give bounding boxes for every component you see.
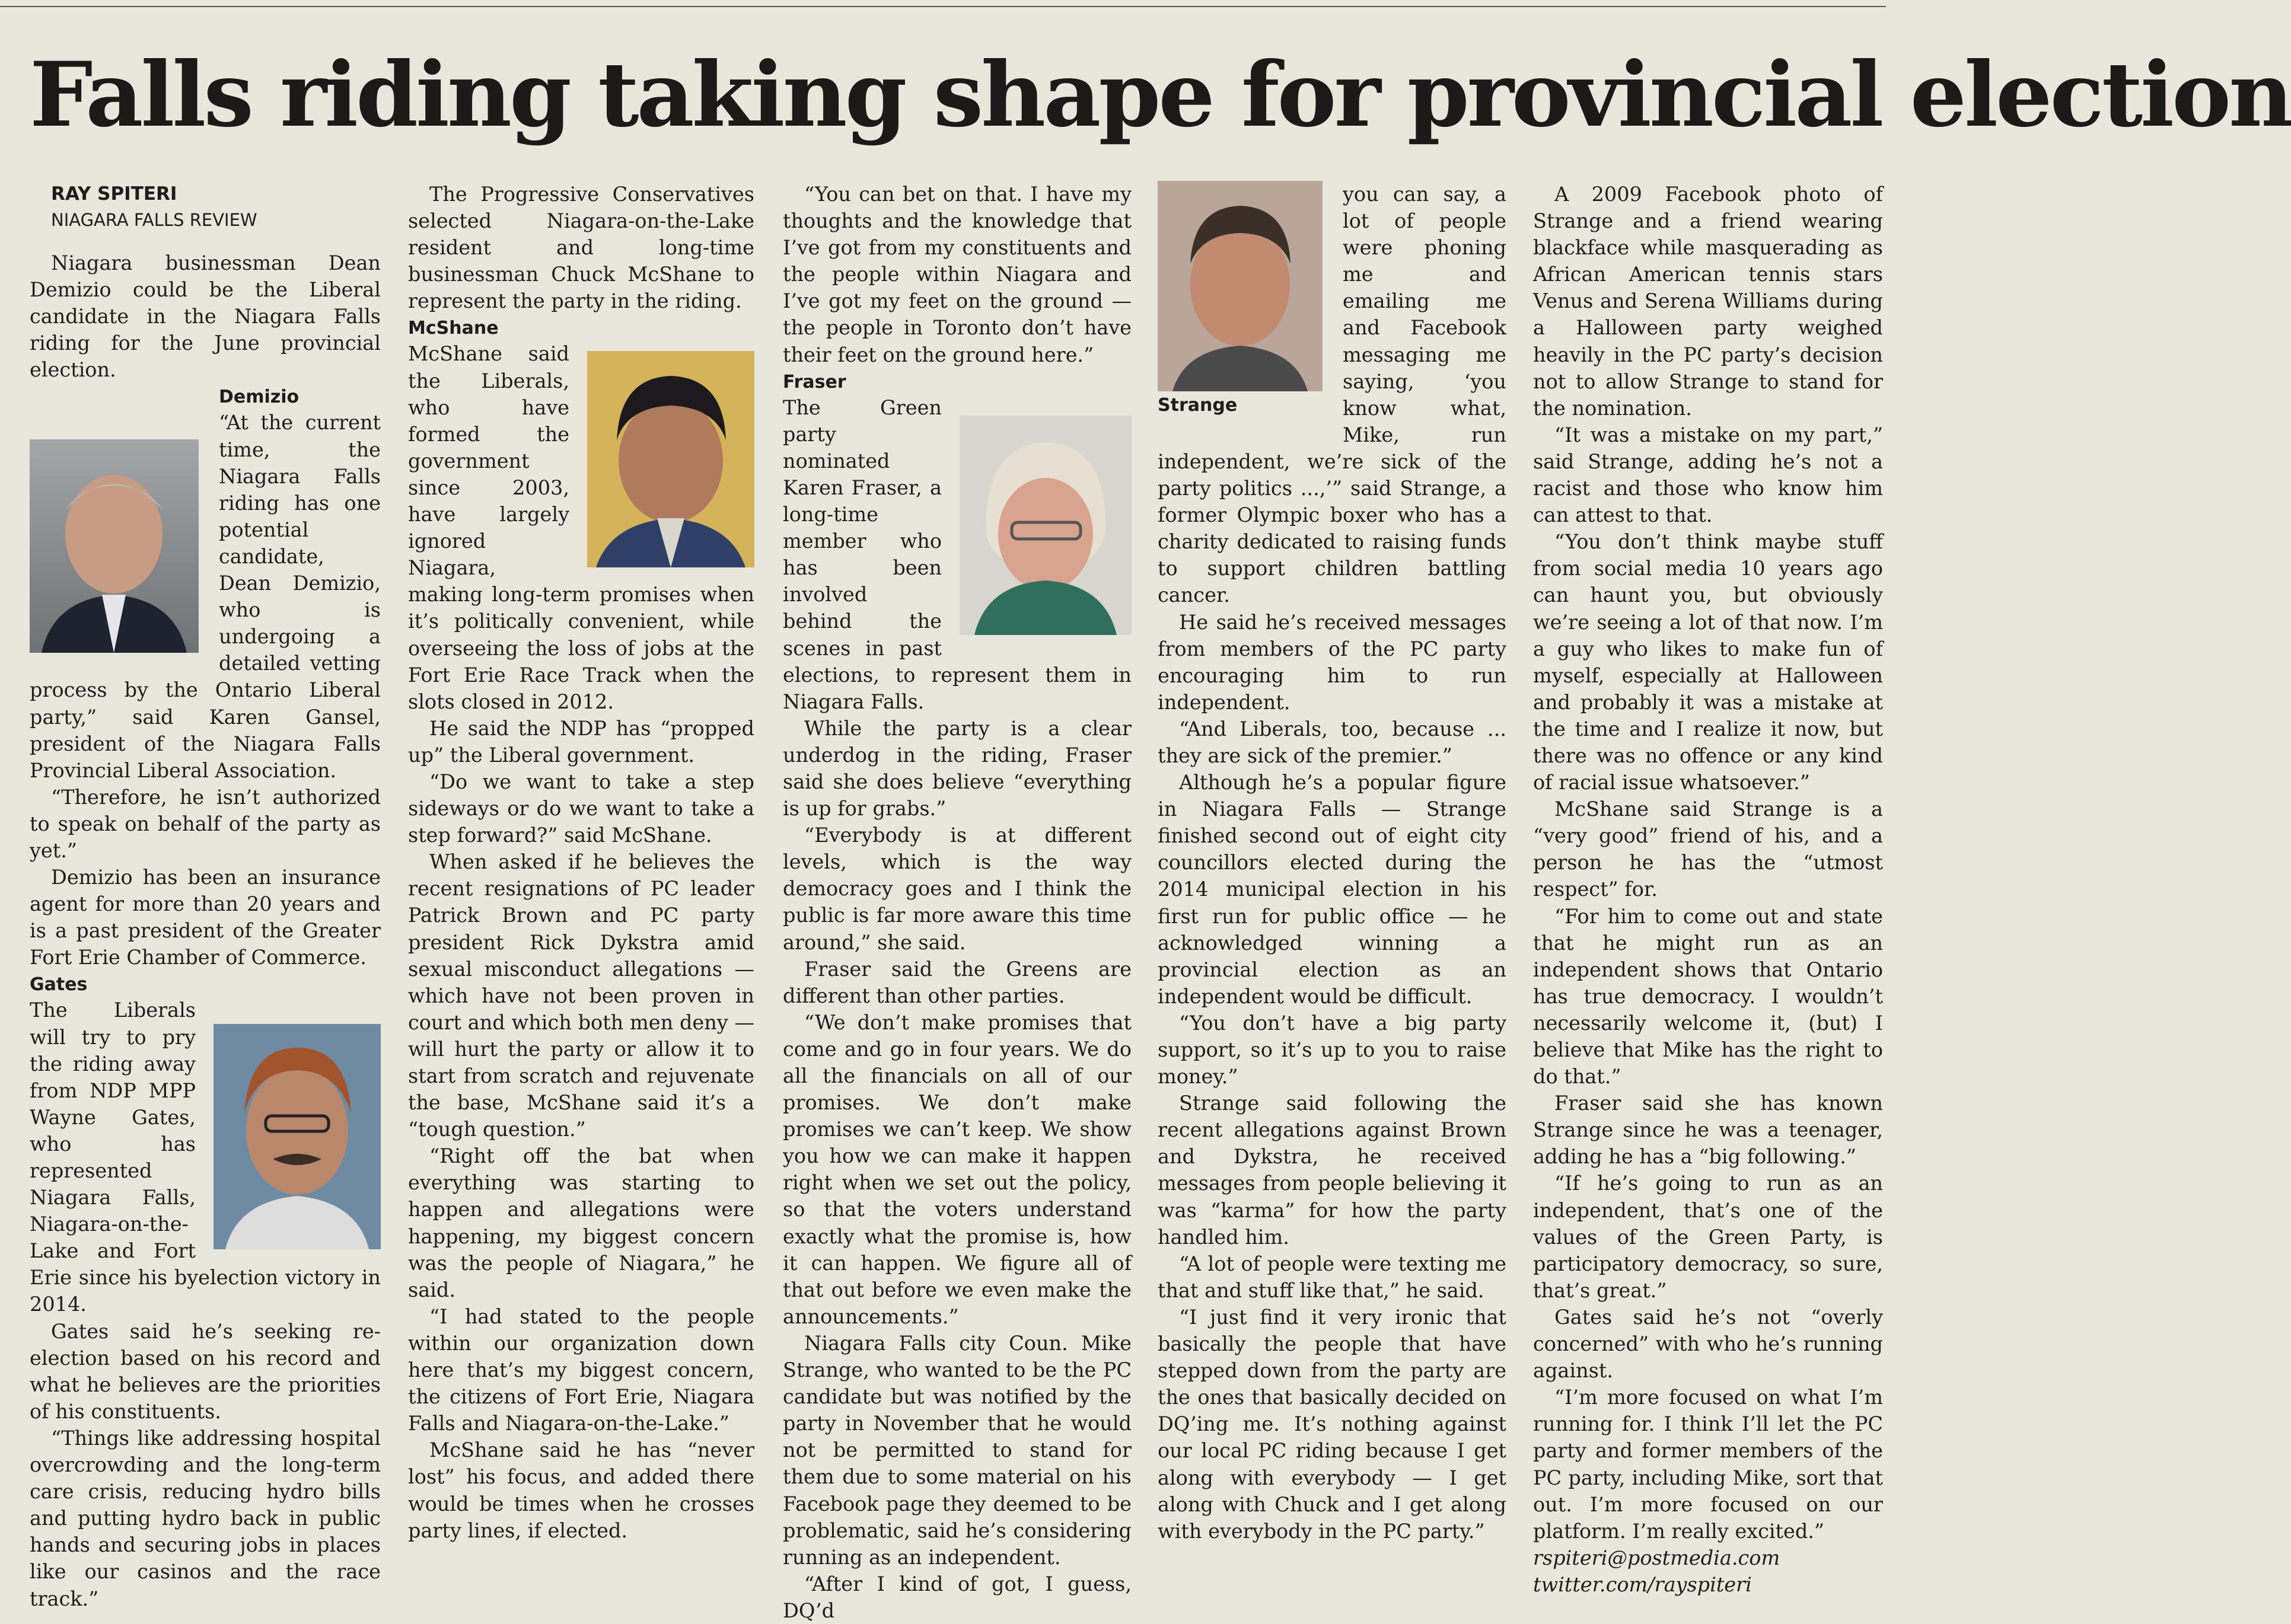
strange-portrait-image	[1158, 181, 1323, 391]
paragraph: “It was a mistake on my part,” said Strange, adding he’s not a racist and those who know him can attest to that.	[1533, 423, 1883, 527]
fraser-portrait-image	[960, 416, 1132, 635]
paragraph: “A lot of people were texting me that and stuff like that,” he said.	[1158, 1252, 1506, 1302]
paragraph: “You can bet on that. I have my thoughts and the knowledge that I’ve got from my constituents and the people within Niagara and I’ve got my feet on the ground — the people in Toronto don’t have their feet on the ground here.”	[783, 183, 1132, 366]
paragraph: “I just find it very ironic that basically the people that have stepped down from the party are the ones that basically decided on DQ’ing me. It’s nothing against our local PC riding because I get along with everybody — I get along with Chuck and I get along with everybody in the PC party.”	[1158, 1305, 1506, 1543]
paragraph: “Right off the bat when everything was starting to happen and allegations were happening, my biggest concern was the people of Niagara,” he said.	[408, 1144, 754, 1301]
column-4	[1158, 181, 1506, 1545]
photo-gates	[214, 1024, 381, 1249]
photo-fraser	[960, 416, 1132, 635]
paragraph: “I had stated to the people within our organization down here that’s my biggest concern, the citizens of Fort Erie, Niagara Falls and Niagara-on-the-Lake.”	[408, 1304, 754, 1435]
paragraph: Although he’s a popular figure in Niagara Falls — Strange finished second out of eight city councillors elected during the 2014 municipal election in his first run for public office — he acknowledged winning a provincial election as an independent would be difficult.	[1158, 771, 1506, 1008]
paragraph-text: “At the current time, the Niagara Falls riding has one potential candidate, Dean Demizio, who is undergoing a detailed vetting process by the Ontario Liberal party,” said Karen Gansel, president of the Niagara Falls Provincial Liberal Association.	[30, 411, 381, 782]
paragraph-text: The Liberals will try to pry the riding away from NDP MPP Wayne Gates, who has represented Niagara Falls, Niagara-on-the-Lake and Fort Erie since his byelection victory in 2014.	[30, 998, 381, 1316]
column-2	[408, 181, 754, 1544]
paragraph: “You don’t have a big party support, so it’s up to you to raise money.”	[1158, 1011, 1506, 1089]
paragraph: you can say, a lot of people were phoning me and emailing me and Facebook messaging me saying, ‘you know what, Mike, run independent, we’re sick of the party politics ...,’” said Strange, a former Olympic boxer who has a charity dedicated to raising funds to support children battling cancer.	[1158, 183, 1506, 607]
caption-fraser: Fraser	[783, 371, 846, 393]
top-rule	[0, 6, 1886, 7]
paragraph: McShane said he has “never lost” his focus, and added there would be times when he crosses party lines, if elected.	[408, 1438, 754, 1542]
paragraph: “Things like addressing hospital overcrowding and the long-term care crisis, reducing hydro bills and putting hydro back in public hands and securing jobs in places like our casinos and the race track.”	[30, 1426, 381, 1610]
paragraph: He said he’s received messages from members of the PC party encouraging him to run independent.	[1158, 610, 1506, 714]
column-3	[783, 181, 1132, 1624]
paragraph-text: The Green party nominated Karen Fraser, a long-time member who has been involved behind the scenes in past elections, to represent them in Niagara Falls.	[783, 395, 1132, 713]
paragraph: Fraser said she has known Strange since he was a teenager, adding he has a “big following.”	[1533, 1092, 1883, 1169]
signoff-twitter[interactable]: twitter.com/rayspiteri	[1533, 1572, 1752, 1596]
paragraph: Fraser said the Greens are different than other parties.	[783, 957, 1132, 1007]
paragraph: Gates said he’s not “overly concerned” with who he’s running against.	[1533, 1305, 1883, 1383]
column-5	[1533, 181, 1883, 1598]
photo-demizio	[30, 439, 199, 653]
caption-strange: Strange	[1158, 395, 1238, 416]
mcshane-portrait-image	[587, 351, 754, 567]
photo-mcshane	[587, 351, 754, 567]
paragraph: Niagara Falls city Coun. Mike Strange, who wanted to be the PC candidate but was notified by the party in November that he would not be permitted to stand for them due to some material on his Facebook page they deemed to be problematic, said he’s considering running as an independent.	[783, 1331, 1132, 1569]
signoff-email[interactable]: rspiteri@postmedia.com	[1533, 1546, 1780, 1569]
paragraph: McShane said Strange is a “very good” friend of his, and a person he has the “utmost respect” for.	[1533, 797, 1883, 901]
caption-gates: Gates	[30, 974, 88, 996]
paragraph: “I’m more focused on what I’m running for. I think I’ll let the PC party and former members of the PC party, including Mike, sort that out. I’m more focused on our platform. I’m really excited.”	[1533, 1386, 1883, 1543]
paragraph: “Everybody is at different levels, which is the way democracy goes and I think the public is far more aware this time around,” she said.	[783, 824, 1132, 954]
paragraph: “Do we want to take a step sideways or do we want to take a step forward?” said McShane.	[408, 770, 754, 847]
paragraph: He said the NDP has “propped up” the Liberal government.	[408, 716, 754, 767]
caption-mcshane: McShane	[408, 318, 499, 339]
paragraph: “If he’s going to run as an independent, that’s one of the values of the Green Party, is participatory democracy, so sure, that’s great.”	[1533, 1172, 1883, 1302]
paragraph: “And Liberals, too, because ... they are sick of the premier.”	[1158, 717, 1506, 767]
caption-demizio: Demizio	[219, 387, 299, 408]
gates-portrait-image	[214, 1024, 381, 1249]
paragraph-text: McShane said the Liberals, who have formed the government since 2003, have largely ignored Niagara, making long-term promises when it’s politically convenient, while overseeing the loss of jobs at the Fort Erie Race Track when the slots closed in 2012.	[408, 342, 754, 713]
paragraph: When asked if he believes the recent resignations of PC leader Patrick Brown and PC party president Rick Dykstra amid sexual misconduct allegations — which have not been proven in court and which both men deny — will hurt the party or allow it to start from scratch and rejuvenate the base, McShane said it’s a “tough question.”	[408, 850, 754, 1141]
paragraph: Demizio has been an insurance agent for more than 20 years and is a past president of the Greater Fort Erie Chamber of Commerce.	[30, 866, 381, 969]
byline-publication: NIAGARA FALLS REVIEW	[51, 210, 257, 230]
column-1	[30, 181, 381, 1612]
byline-author: RAY SPITERI	[51, 183, 177, 205]
paragraph: Niagara businessman Dean Demizio could be the Liberal candidate in the Niagara Falls riding for the June provincial election.	[30, 251, 381, 382]
paragraph: “For him to come out and state that he might run as an independent shows that Ontario has true democracy. I wouldn’t necessarily welcome it, (but) I believe that Mike has the right to do that.”	[1533, 904, 1883, 1089]
headline: Falls riding taking shape for provincial election	[30, 43, 2291, 147]
paragraph: Strange said following the recent allegations against Brown and Dykstra, he received messages from people believing it was “karma” for how the party handled him.	[1158, 1092, 1506, 1249]
paragraph: While the party is a clear underdog in the riding, Fraser said she does believe “everything is up for grabs.”	[783, 716, 1132, 821]
paragraph: “After I kind of got, I guess, DQ’d	[783, 1572, 1132, 1622]
paragraph: Gates said he’s seeking re-election based on his record and what he believes are the priorities of his constituents.	[30, 1319, 381, 1423]
paragraph: A 2009 Facebook photo of Strange and a friend wearing blackface while masquerading as African American tennis stars Venus and Serena Williams during a Halloween party weighed heavily in the PC party’s decision not to allow Strange to stand for the nomination.	[1533, 183, 1883, 420]
photo-strange	[1158, 181, 1323, 417]
paragraph: “Therefore, he isn’t authorized to speak on behalf of the party as yet.”	[30, 785, 381, 862]
demizio-portrait-image	[30, 439, 199, 653]
paragraph: “We don’t make promises that come and go in four years. We do all the financials on all of our promises. We don’t make promises we can’t keep. We show you how we can make it happen right when we set out the policy, so that the voters understand exactly what the promise is, how it can happen. We figure all of that out before we even make the announcements.”	[783, 1010, 1132, 1328]
paragraph: The Progressive Conservatives selected Niagara-on-the-Lake resident and long-time businessman Chuck McShane to represent the party in the riding.	[408, 183, 754, 313]
paragraph: “You don’t think maybe stuff from social media 10 years ago can haunt you, but obviously we’re seeing a lot of that now. I’m a guy who likes to make fun of myself, especially at Halloween and probably it was a mistake at the time and I realize it now, but there was no offence or any kind of racial issue whatsoever.”	[1533, 530, 1883, 795]
